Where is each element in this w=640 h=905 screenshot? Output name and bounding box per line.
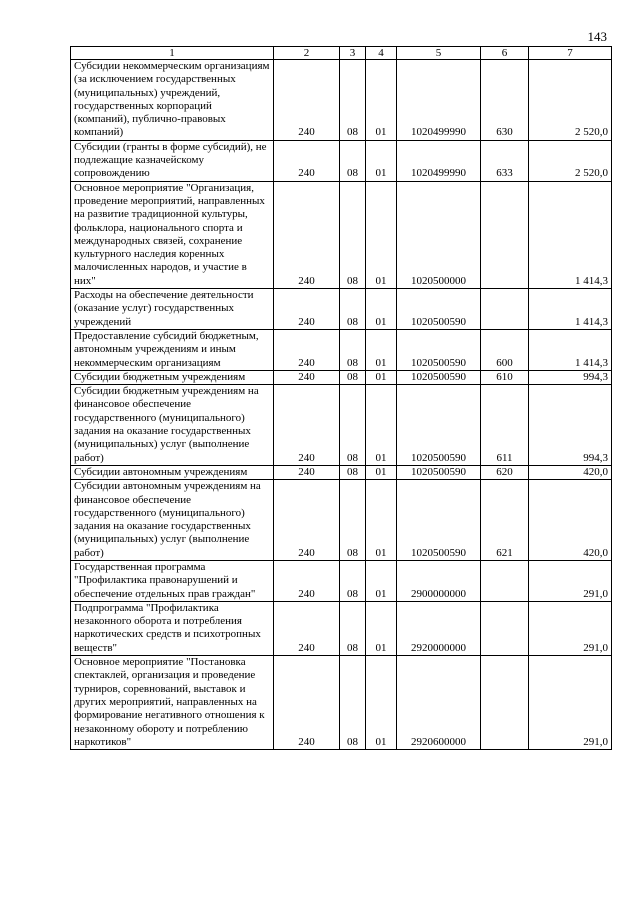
row-sum: 420,0 [529, 480, 612, 561]
row-sum: 291,0 [529, 601, 612, 655]
row-target: 1020499990 [397, 140, 481, 181]
row-section: 08 [340, 140, 366, 181]
row-ministry: 240 [274, 465, 340, 479]
row-subsection: 01 [366, 385, 397, 466]
row-section: 08 [340, 385, 366, 466]
row-ministry: 240 [274, 140, 340, 181]
table-row [71, 480, 612, 561]
row-name: Расходы на обеспечение деятельности (оказание услуг) государственных учреждений [71, 289, 274, 330]
row-sum: 291,0 [529, 656, 612, 750]
table-row [71, 181, 612, 288]
row-name: Субсидии (гранты в форме субсидий), не подлежащие казначейскому сопровождению [71, 140, 274, 181]
row-name: Субсидии автономным учреждениям [71, 465, 274, 479]
row-name: Субсидии некоммерческим организациям (за исключением государственных (муниципальных) учреждений, государственных корпораций (компаний), публично-правовых компаний) [71, 60, 274, 141]
row-ministry: 240 [274, 560, 340, 601]
row-section: 08 [340, 560, 366, 601]
row-ministry: 240 [274, 329, 340, 370]
row-target: 1020500590 [397, 480, 481, 561]
row-ministry: 240 [274, 370, 340, 384]
row-vid [481, 656, 529, 750]
row-sum: 994,3 [529, 370, 612, 384]
row-subsection: 01 [366, 370, 397, 384]
row-subsection: 01 [366, 329, 397, 370]
row-name: Субсидии бюджетным учреждениям [71, 370, 274, 384]
row-section: 08 [340, 656, 366, 750]
row-sum: 2 520,0 [529, 140, 612, 181]
row-name: Основное мероприятие "Постановка спектаклей, организация и проведение турниров, соревнований, выставок и других мероприятий, направленных на формирование негативного отношения к незаконному обороту и потреблению наркотиков" [71, 656, 274, 750]
row-vid: 620 [481, 465, 529, 479]
table-row [71, 60, 612, 141]
table-row [71, 329, 612, 370]
row-ministry: 240 [274, 601, 340, 655]
row-target: 1020499990 [397, 60, 481, 141]
header-cell: 3 [340, 47, 366, 60]
header-cell: 6 [481, 47, 529, 60]
row-section: 08 [340, 60, 366, 141]
row-section: 08 [340, 480, 366, 561]
row-target: 1020500590 [397, 370, 481, 384]
row-section: 08 [340, 181, 366, 288]
row-ministry: 240 [274, 480, 340, 561]
table-row [71, 140, 612, 181]
row-target: 2920000000 [397, 601, 481, 655]
row-sum: 1 414,3 [529, 289, 612, 330]
page-number: 143 [587, 29, 607, 44]
row-vid [481, 560, 529, 601]
row-target: 2900000000 [397, 560, 481, 601]
row-vid: 610 [481, 370, 529, 384]
row-name: Государственная программа "Профилактика правонарушений и обеспечение отдельных прав граждан" [71, 560, 274, 601]
row-section: 08 [340, 329, 366, 370]
row-subsection: 01 [366, 60, 397, 141]
row-ministry: 240 [274, 60, 340, 141]
row-sum: 420,0 [529, 465, 612, 479]
table-row [71, 465, 612, 479]
budget-table [70, 46, 612, 750]
row-vid: 611 [481, 385, 529, 466]
table-row [71, 601, 612, 655]
row-section: 08 [340, 370, 366, 384]
row-subsection: 01 [366, 601, 397, 655]
row-vid: 621 [481, 480, 529, 561]
row-section: 08 [340, 601, 366, 655]
row-subsection: 01 [366, 140, 397, 181]
header-cell: 5 [397, 47, 481, 60]
table-row [71, 385, 612, 466]
row-section: 08 [340, 465, 366, 479]
row-target: 1020500000 [397, 181, 481, 288]
row-vid: 600 [481, 329, 529, 370]
row-target: 1020500590 [397, 329, 481, 370]
row-subsection: 01 [366, 289, 397, 330]
row-vid [481, 181, 529, 288]
row-name: Подпрограмма "Профилактика незаконного оборота и потребления наркотических средств и психотропных веществ" [71, 601, 274, 655]
row-target: 2920600000 [397, 656, 481, 750]
header-cell: 2 [274, 47, 340, 60]
row-sum: 291,0 [529, 560, 612, 601]
row-sum: 994,3 [529, 385, 612, 466]
row-vid: 633 [481, 140, 529, 181]
table-row [71, 370, 612, 384]
row-sum: 2 520,0 [529, 60, 612, 141]
table-header-row [71, 47, 612, 60]
table-row [71, 656, 612, 750]
row-section: 08 [340, 289, 366, 330]
row-subsection: 01 [366, 560, 397, 601]
header-cell: 4 [366, 47, 397, 60]
row-name: Предоставление субсидий бюджетным, автономным учреждениям и иным некоммерческим организациям [71, 329, 274, 370]
row-vid: 630 [481, 60, 529, 141]
header-cell: 1 [71, 47, 274, 60]
table-row [71, 560, 612, 601]
row-ministry: 240 [274, 385, 340, 466]
row-target: 1020500590 [397, 289, 481, 330]
row-vid [481, 289, 529, 330]
row-sum: 1 414,3 [529, 329, 612, 370]
row-name: Субсидии бюджетным учреждениям на финансовое обеспечение государственного (муниципального) задания на оказание государственных (муниципальных) услуг (выполнение работ) [71, 385, 274, 466]
row-subsection: 01 [366, 480, 397, 561]
table-row [71, 289, 612, 330]
row-target: 1020500590 [397, 385, 481, 466]
row-sum: 1 414,3 [529, 181, 612, 288]
row-ministry: 240 [274, 656, 340, 750]
row-subsection: 01 [366, 181, 397, 288]
row-vid [481, 601, 529, 655]
row-subsection: 01 [366, 656, 397, 750]
row-name: Субсидии автономным учреждениям на финансовое обеспечение государственного (муниципального) задания на оказание государственных (муниципальных) услуг (выполнение работ) [71, 480, 274, 561]
row-name: Основное мероприятие "Организация, проведение мероприятий, направленных на развитие традиционной культуры, фольклора, национального спорта и международных связей, сохранение культурного наследия коренных малочисленных народов, и участие в них" [71, 181, 274, 288]
row-ministry: 240 [274, 289, 340, 330]
row-target: 1020500590 [397, 465, 481, 479]
header-cell: 7 [529, 47, 612, 60]
row-subsection: 01 [366, 465, 397, 479]
row-ministry: 240 [274, 181, 340, 288]
